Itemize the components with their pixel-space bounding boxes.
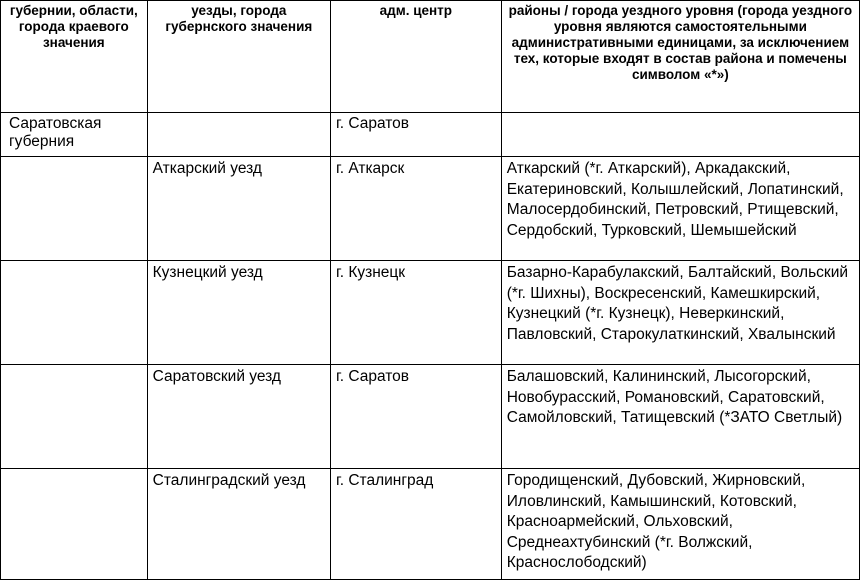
- cell-uezd: Сталинградский уезд: [147, 469, 330, 580]
- cell-districts: Балашовский, Калининский, Лысогорский, Новобурасский, Романовский, Саратовский, Самойловский, Татищевский (*ЗАТО Светлый): [501, 365, 859, 469]
- table-row: [1, 469, 860, 580]
- cell-districts: Городищенский, Дубовский, Жирновский, Иловлинский, Камышинский, Котовский, Красноармейский, Ольховский, Среднеахтубинский (*г. Волжский, Краснослободский): [501, 469, 859, 580]
- header-districts: районы / города уездного уровня (города уездного уровня являются самостоятельными административными единицами, за исключением тех, которые входят в состав района и помечены символом «*»): [501, 1, 859, 113]
- cell-center: г. Саратов: [330, 113, 501, 157]
- cell-uezd: [147, 113, 330, 157]
- table-body: [1, 113, 860, 580]
- cell-region: [1, 261, 148, 365]
- cell-uezd: Саратовский уезд: [147, 365, 330, 469]
- cell-region: Саратовская губерния: [1, 113, 148, 157]
- cell-uezd: Кузнецкий уезд: [147, 261, 330, 365]
- cell-region: [1, 365, 148, 469]
- cell-center: г. Кузнецк: [330, 261, 501, 365]
- cell-districts: [501, 113, 859, 157]
- cell-districts: Аткарский (*г. Аткарский), Аркадакский, Екатериновский, Колышлейский, Лопатинский, Малосердобинский, Петровский, Ртищевский, Сердобский, Турковский, Шемышейский: [501, 157, 859, 261]
- header-row: [1, 1, 860, 113]
- cell-center: г. Сталинград: [330, 469, 501, 580]
- table-row: [1, 365, 860, 469]
- cell-districts: Базарно-Карабулакский, Балтайский, Вольский (*г. Шихны), Воскресенский, Камешкирский, Кузнецкий (*г. Кузнецк), Неверкинский, Павловский, Старокулаткинский, Хвалынский: [501, 261, 859, 365]
- header-uezd: уезды, города губернского значения: [147, 1, 330, 113]
- header-region: губернии, области, города краевого значения: [1, 1, 148, 113]
- table-row: [1, 157, 860, 261]
- cell-uezd: Аткарский уезд: [147, 157, 330, 261]
- cell-region: [1, 469, 148, 580]
- cell-center: г. Аткарск: [330, 157, 501, 261]
- table-row: [1, 261, 860, 365]
- table-header: [1, 1, 860, 113]
- header-center: адм. центр: [330, 1, 501, 113]
- cell-region: [1, 157, 148, 261]
- cell-center: г. Саратов: [330, 365, 501, 469]
- table-row: [1, 113, 860, 157]
